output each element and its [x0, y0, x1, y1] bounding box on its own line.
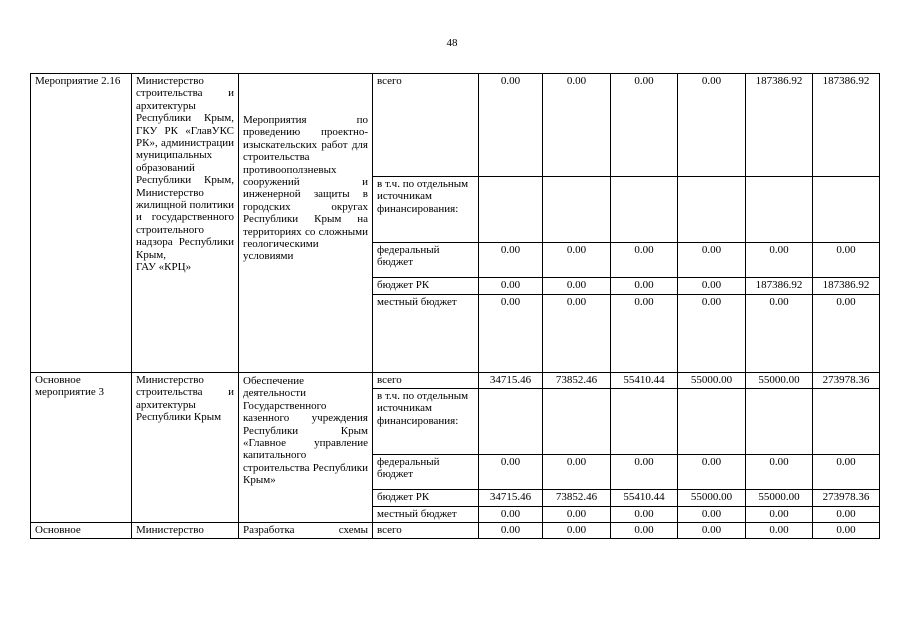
value-cell: 0.00 [678, 295, 746, 373]
event-title-cell: Обеспечение деятельности Государственного казенного учреждения Республики Крым «Главное управление капитального строительства Республики Крым» [239, 373, 373, 523]
value-cell: 55410.44 [611, 490, 678, 507]
value-cell: 0.00 [813, 295, 880, 373]
value-cell: 0.00 [611, 523, 678, 539]
value-cell: 187386.92 [813, 74, 880, 177]
source-label: бюджет РК [373, 490, 479, 507]
value-cell: 0.00 [543, 278, 611, 295]
value-cell: 187386.92 [746, 74, 813, 177]
value-cell: 0.00 [746, 295, 813, 373]
value-cell: 0.00 [543, 507, 611, 523]
value-cell: 0.00 [479, 243, 543, 278]
value-cell: 187386.92 [813, 278, 880, 295]
source-label: местный бюджет [373, 295, 479, 373]
value-cell: 273978.36 [813, 490, 880, 507]
value-cell: 0.00 [479, 455, 543, 490]
value-cell: 0.00 [746, 523, 813, 539]
event-title-cell: Разработка схемы [239, 523, 373, 539]
source-label: всего [373, 523, 479, 539]
executor-text: Министерство строительства и архитектуры Республики Крым, ГКУ РК «ГлавУКС РК», администрации муниципальных образований Республики Крым, Министерство жилищной политики и государственного строительного надзора Республики Крым, [136, 75, 234, 261]
value-cell: 73852.46 [543, 490, 611, 507]
value-cell: 73852.46 [543, 373, 611, 389]
value-cell: 0.00 [479, 295, 543, 373]
source-label: бюджет РК [373, 278, 479, 295]
value-cell: 0.00 [611, 74, 678, 177]
value-cell: 0.00 [479, 507, 543, 523]
source-label: в т.ч. по отдельным источникам финансирования: [373, 389, 479, 455]
value-cell: 0.00 [611, 295, 678, 373]
table-row [31, 74, 880, 177]
source-label: всего [373, 74, 479, 177]
source-label: федеральный бюджет [373, 455, 479, 490]
value-cell: 0.00 [813, 507, 880, 523]
value-cell: 0.00 [813, 243, 880, 278]
value-cell: 187386.92 [746, 278, 813, 295]
value-cell: 0.00 [678, 523, 746, 539]
value-cell: 0.00 [611, 243, 678, 278]
source-label: всего [373, 373, 479, 389]
table-row [31, 523, 880, 539]
value-cell: 0.00 [678, 74, 746, 177]
value-cell: 55410.44 [611, 373, 678, 389]
value-cell: 34715.46 [479, 373, 543, 389]
value-cell: 0.00 [479, 74, 543, 177]
value-cell: 0.00 [543, 243, 611, 278]
value-cell: 55000.00 [746, 373, 813, 389]
value-cell: 55000.00 [678, 373, 746, 389]
value-cell: 34715.46 [479, 490, 543, 507]
executor-cell: Министерство [132, 523, 239, 539]
page-number: 48 [446, 37, 458, 49]
value-cell: 0.00 [543, 74, 611, 177]
value-cell: 0.00 [543, 523, 611, 539]
event-title-cell: Мероприятия по проведению проектно-изыскательских работ для строительства противооползневых сооружений и инженерной защиты в городских округах Республики Крым на территориях со сложными геологическими условиями [239, 74, 373, 373]
table-row [31, 373, 880, 389]
value-cell: 0.00 [746, 455, 813, 490]
value-cell: 273978.36 [813, 373, 880, 389]
value-cell: 0.00 [746, 507, 813, 523]
value-cell: 0.00 [479, 523, 543, 539]
value-cell: 0.00 [479, 278, 543, 295]
value-cell: 0.00 [543, 455, 611, 490]
executor-cell [132, 74, 239, 373]
value-cell: 0.00 [813, 455, 880, 490]
source-label: федеральный бюджет [373, 243, 479, 278]
source-label: местный бюджет [373, 507, 479, 523]
value-cell: 55000.00 [746, 490, 813, 507]
executor-cell: Министерство строительства и архитектуры Республики Крым [132, 373, 239, 523]
event-name-cell: Основное мероприятие 3 [31, 373, 132, 523]
value-cell: 0.00 [813, 523, 880, 539]
value-cell: 0.00 [678, 507, 746, 523]
value-cell: 0.00 [678, 278, 746, 295]
source-label: в т.ч. по отдельным источникам финансирования: [373, 177, 479, 243]
event-name-cell: Мероприятие 2.16 [31, 74, 132, 373]
value-cell: 0.00 [678, 455, 746, 490]
value-cell: 55000.00 [678, 490, 746, 507]
value-cell: 0.00 [746, 243, 813, 278]
value-cell: 0.00 [611, 278, 678, 295]
executor-text-last: ГАУ «КРЦ» [136, 261, 192, 274]
event-name-cell: Основное [31, 523, 132, 539]
value-cell: 0.00 [678, 243, 746, 278]
value-cell: 0.00 [611, 507, 678, 523]
value-cell: 0.00 [611, 455, 678, 490]
value-cell: 0.00 [543, 295, 611, 373]
budget-table [30, 73, 880, 539]
